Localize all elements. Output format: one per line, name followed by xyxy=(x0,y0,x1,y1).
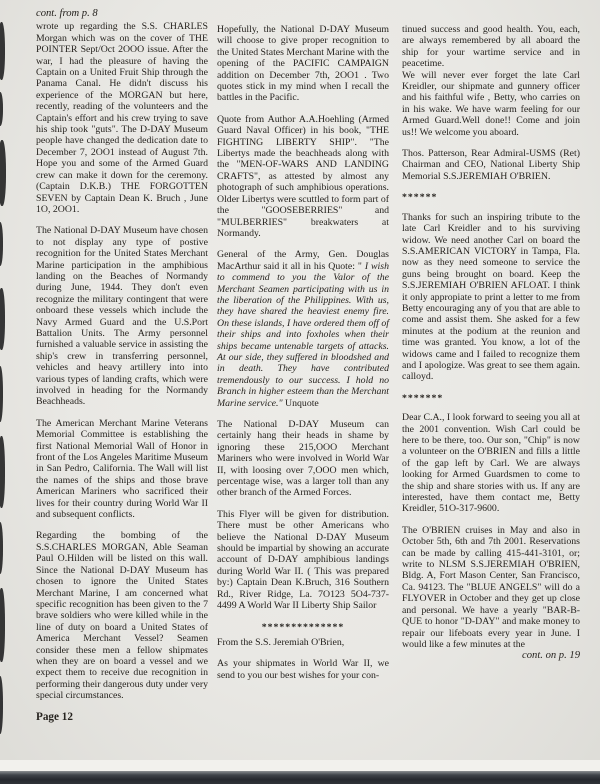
paragraph: Quote from Author A.A.Hoehling (Armed Guard Naval Officer) in his book, "THE FIGHTING LIBERTY SHIP". "The Libertys made the beachheads along with the "MEN-OF-WARS AND LANDING CRAFTS", as attested by almost any photograph of such amphibious operations. Older Libertys were scuttled to form part of the "GOOSEBERRIES" and "MULBERRIES" breakwaters at Normandy. xyxy=(217,113,389,239)
paragraph: The American Merchant Marine Veterans Memorial Committee is establishing the first National Memorial Wall of Honor in front of the Los Angeles Maritime Museum in San Pedro, California. The Wall will list the names of the ships and those brave American Mariners who sacrificed their lives for their country during World War II and subsequent conflicts. xyxy=(36,417,208,521)
scan-artifact xyxy=(0,92,3,126)
paragraph xyxy=(217,249,389,409)
paragraph: Hopefully, the National D-DAY Museum will choose to give proper recognition to the United States Merchant Marine with the opening of the PACIFIC CAMPAIGN addition on December 7th, 2OO1 . Two quotes stick in my mind when I recall the battles in the Pacific. xyxy=(217,24,389,104)
body-text: Unquote xyxy=(282,397,319,409)
continued-on-note: cont. on p. 19 xyxy=(522,650,580,662)
scan-bottom-gap xyxy=(0,760,600,771)
column-1 xyxy=(36,8,208,723)
paragraph: wrote up regarding the S.S. CHARLES Morgan which was on the cover of THE POINTER Sept/Oct 2OOO issue. After the war, I had the pleasure of having the Captain on a United Fruit Ship through the Panama Canal. He didn't discuss his experience of the MORGAN but here, recently, reading of the volunteers and the Captain's effort and his crew trying to save his ship took "guts". The D-DAY Museum people have changed the dedication date to December 7, 2OO1 instead of August 7th. Hope you and some of the Armed Guard crew can make it down for the ceremony. (Captain D.K.B.) THE FORGOTTEN SEVEN by Captain Dean K. Bruch , June 1O, 2OO1. xyxy=(36,21,208,215)
body-text: General of the Army, Gen. Douglas MacArthur said it all in his Quote: " xyxy=(217,249,389,272)
scan-artifact xyxy=(0,366,3,422)
paragraph: From the S.S. Jeremiah O'Brien, xyxy=(217,636,345,648)
scan-artifact xyxy=(0,22,5,80)
continued-from-note: cont. from p. 8 xyxy=(36,8,98,19)
scan-artifact xyxy=(0,222,3,266)
separator-stars: ****** xyxy=(402,192,438,204)
paragraph: The National D-DAY Museum have chosen to not display any type of postive recognition for the United States Merchant Marine participation in the amphibious landing on the Beaches of Normandy during June, 1944. They don't even recognize the military contingent that were onboard these vessels which include the Navy Armed Guard and the U.S.Port Battalion Units. The Army personnel furnished a valuable service in assisting the ship's crew in transferring personnel, vehicles and heavy artillery into into various types of landing crafts, which were involved in heading for the Normandy Beachheads. xyxy=(36,225,208,408)
separator-stars: ******* xyxy=(402,392,444,404)
paragraph: Thos. Patterson, Rear Admiral-USMS (Ret) Chairman and CEO, National Liberty Ship Memorial S.S.JEREMIAH O'BRIEN. xyxy=(402,148,580,182)
paragraph: The National D-DAY Museum can certainly hang their heads in shame by ignoring these 215,OOO Merchant Mariners who were involved in World War II, with loosing over 7,OOO men which, percentage wise, was a larger toll than any other branch of the Armed Forces. xyxy=(217,419,389,499)
paragraph: The O'BRIEN cruises in May and also in October 5th, 6th and 7th 2001. Reservations can be made by calling 415-441-3101, or; write to NLSM S.S.JEREMIAH O'BRIEN, Bldg. A, Fort Mason Center, San Francisco, Ca. 94123. The "BLUE ANGELS" will do a FLYOVER in October and they get up close and personal. We have a yearly "BAR-B- QUE to honor "D-DAY" and make money to repair our lifeboats every year in June. I would like a few minutes at the xyxy=(402,524,580,650)
text-columns xyxy=(36,8,581,723)
paragraph: Thanks for such an inspiring tribute to the late Carl Kreidler and to his surviving widow. We need another Carl on board the S.S.AMERICAN VICTORY in Tampa, Fla. now as they need someone to service the guns being brought on board. Keep the S.S.JEREMIAH O'BRIEN AFLOAT. I think it only appropiate to print a letter to me from Betty encouraging any of you that are able to come and assist them. She asked for a few minutes at the podium at the reunion and time was granted. You know, a lot of the widows came and I failed to recognize them and I apologize. Was great to see them again. calloyd. xyxy=(402,211,580,383)
scan-artifact xyxy=(0,522,3,574)
paragraph: This Flyer will be given for distribution. There must be other Americans who believe the National D-DAY Museum should be impartial by showing an accurate account of D-DAY amphibious landings during World War II. ( This was prepared by:) Captain Dean K.Bruch, 316 Southern Rd., River Ridge, La. 7O123 5O4-737-4499 A World War II Liberty Ship Sailor xyxy=(217,508,389,612)
scan-artifact xyxy=(0,588,5,662)
column-2 xyxy=(217,8,389,723)
scan-artifact xyxy=(0,436,5,508)
scan-bottom-edge xyxy=(0,771,600,784)
scan-artifact xyxy=(0,288,5,350)
column-3 xyxy=(402,8,580,723)
paragraph: Regarding the bombing of the S.S.CHARLES MORGAN, Able Seaman Paul O.Hilden will be listed on this wall. Since the National D-DAY Museum has chosen to ignore the United States Merchant Marine, I am concerned what specific recognition has been given to the 7 brave soldiers who were killed while in the line of duty on board a United States of America Merchant Vessel? Seamen consider these men a fellow shipmates when they are on board a vessel and we expect them to receive due recognition in performing their dangerous duty under very special circumstances. xyxy=(36,530,208,702)
scan-artifact xyxy=(0,140,6,206)
paragraph: As your shipmates in World War II, we send to you our best wishes for your con- xyxy=(217,658,389,681)
paragraph: Dear C.A., I look forward to seeing you all at the 2001 convention. Wish Carl could be here to be there, too. Our son, "Chip" is now a volunteer on the O'BRIEN and fills a little of the gap left by Carl. We are always looking for Armed Guardsmen to come to the ship and share stories with us. If any are interested, have them contact me, Betty Kreidler, 51O-317-9600. xyxy=(402,412,580,515)
quoted-italic-text: I wish to commend to you the Valor of the Merchant Seamen participating with us in the liberation of the Philippines. With us, they have shared the heaviest enemy fire. On these islands, I have ordered them off of their ships and into foxholes when their ships became untenable targets of attacks. At our side, they suffered in bloodshed and in death. They have contributed tremendously to our success. I hold no Branch in higher esteem than the Merchant Marine service." xyxy=(217,260,389,409)
paragraph: We will never ever forget the late Carl Kreidler, our shipmate and gunnery officer and his faithful wife , Betty, who carries on in his wake. We have warm feeling for our Armed Guard.Well done!! Come and join us!! We welcome you aboard. xyxy=(402,69,580,138)
paragraph: tinued success and good health. You, each, are always remembered by all aboard the ship for your wartime service and in peacetime. xyxy=(402,24,580,70)
page-number: Page 12 xyxy=(36,710,73,723)
separator-stars: ************** xyxy=(261,621,345,633)
scan-artifact xyxy=(0,676,3,734)
